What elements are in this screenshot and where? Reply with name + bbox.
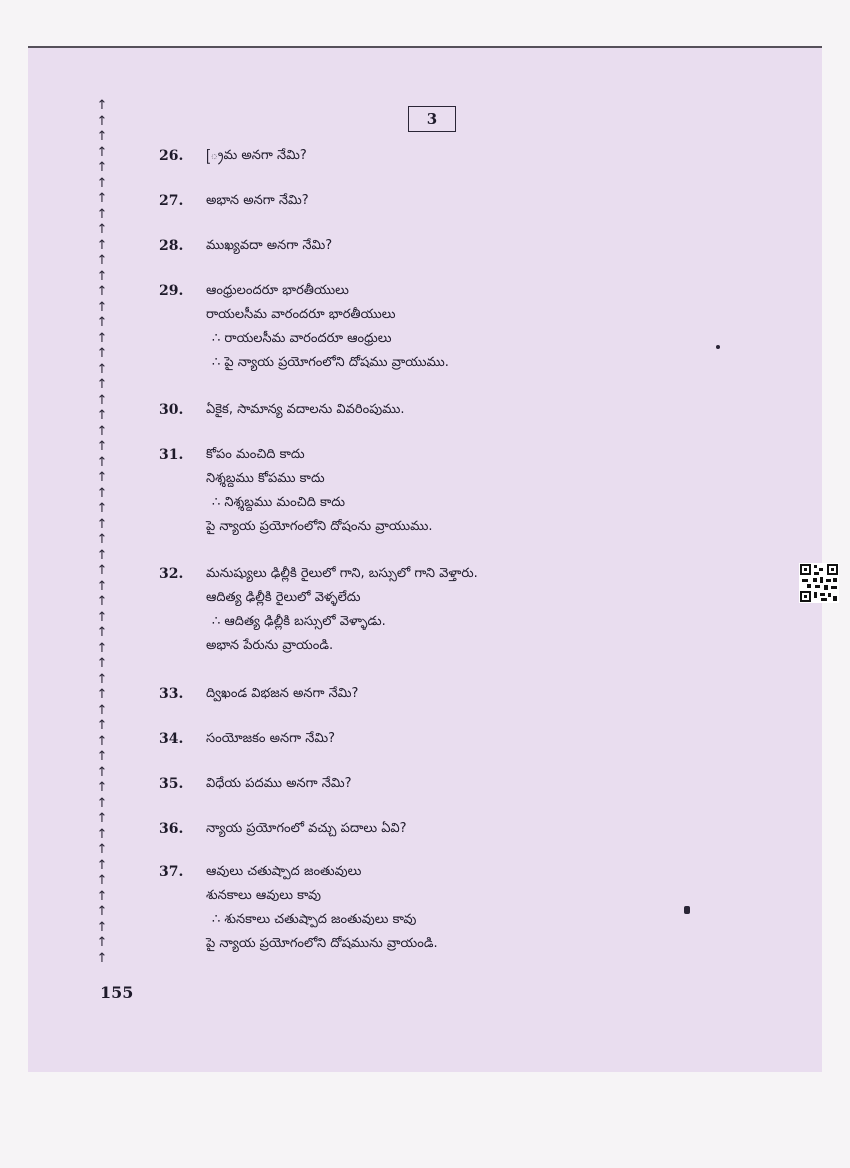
- question-line: రాయలసీమ వారందరూ భారతీయులు: [206, 307, 396, 322]
- question-line: పై న్యాయ ప్రయోగంలోని దోషమును వ్రాయండి.: [206, 936, 438, 951]
- question-number: 28.: [159, 238, 184, 254]
- question-number: 36.: [159, 821, 184, 837]
- question-number: 37.: [159, 864, 184, 880]
- question-number: 27.: [159, 193, 184, 209]
- up-arrow-icon: ↑: [96, 873, 108, 888]
- question-number: 34.: [159, 731, 184, 747]
- up-arrow-icon: ↑: [96, 144, 108, 160]
- up-arrow-icon: ↑: [96, 175, 108, 191]
- question-number: 29.: [159, 283, 184, 299]
- up-arrow-icon: ↑: [96, 640, 108, 656]
- up-arrow-icon: ↑: [96, 222, 108, 237]
- up-arrow-icon: ↑: [96, 129, 108, 144]
- up-arrow-icon: ↑: [96, 315, 108, 330]
- up-arrow-icon: ↑: [96, 330, 108, 346]
- question-line: విధేయ పదము అనగా నేమి?: [206, 776, 352, 791]
- up-arrow-icon: ↑: [96, 904, 108, 919]
- up-arrow-icon: ↑: [96, 780, 108, 795]
- up-arrow-icon: ↑: [96, 98, 108, 113]
- up-arrow-icon: ↑: [96, 842, 108, 857]
- question-line: ముఖ్యవదా అనగా నేమి?: [206, 238, 333, 253]
- question-line: మనుష్యులు ఢిల్లీకి రైలులో గాని, బస్సులో గాని వెళ్తారు.: [206, 566, 478, 581]
- up-arrow-icon: ↑: [96, 671, 108, 687]
- up-arrow-icon: ↑: [96, 764, 108, 780]
- up-arrow-icon: ↑: [96, 826, 108, 842]
- paper-sheet: [28, 46, 822, 1072]
- up-arrow-icon: ↑: [96, 563, 108, 578]
- up-arrow-icon: ↑: [96, 919, 108, 935]
- question-line: కోపం మంచిది కాదు: [206, 447, 305, 462]
- up-arrow-icon: ↑: [96, 594, 108, 609]
- up-arrow-icon: ↑: [96, 485, 108, 501]
- up-arrow-icon: ↑: [96, 733, 108, 749]
- question-line: ద్విఖండ విభజన అనగా నేమి?: [206, 686, 359, 701]
- up-arrow-icon: ↑: [96, 284, 108, 299]
- margin-arrows: [96, 98, 108, 966]
- up-arrow-icon: ↑: [96, 191, 108, 206]
- question-line: ∴ ఆదిత్య ఢిల్లీకి బస్సులో వెళ్ళాడు.: [212, 614, 386, 629]
- up-arrow-icon: ↑: [96, 516, 108, 532]
- up-arrow-icon: ↑: [96, 361, 108, 377]
- up-arrow-icon: ↑: [96, 935, 108, 950]
- question-line: అభాన పేరును వ్రాయండి.: [206, 638, 334, 653]
- question-number: 26.: [159, 148, 184, 164]
- up-arrow-icon: ↑: [96, 532, 108, 547]
- question-line: ఏకైక, సామాన్య వదాలను వివరింపుము.: [206, 402, 405, 417]
- up-arrow-icon: ↑: [96, 749, 108, 764]
- up-arrow-icon: ↑: [96, 950, 108, 966]
- up-arrow-icon: ↑: [96, 346, 108, 361]
- up-arrow-icon: ↑: [96, 888, 108, 904]
- up-arrow-icon: ↑: [96, 439, 108, 454]
- page-box-number: 3: [408, 106, 456, 132]
- qr-code: [799, 563, 839, 603]
- question-number: 30.: [159, 402, 184, 418]
- up-arrow-icon: ↑: [96, 656, 108, 671]
- question-line: అభాన అనగా నేమి?: [206, 193, 309, 208]
- up-arrow-icon: ↑: [96, 795, 108, 811]
- question-line: ఆదిత్య ఢిల్లీకి రైలులో వెళ్ళలేదు: [206, 590, 361, 605]
- up-arrow-icon: ↑: [96, 501, 108, 516]
- question-line: శునకాలు ఆవులు కావు: [206, 888, 321, 903]
- up-arrow-icon: ↑: [96, 609, 108, 625]
- up-arrow-icon: ↑: [96, 408, 108, 423]
- up-arrow-icon: ↑: [96, 160, 108, 175]
- up-arrow-icon: ↑: [96, 625, 108, 640]
- question-number: 33.: [159, 686, 184, 702]
- page-number: 155: [100, 983, 134, 1002]
- up-arrow-icon: ↑: [96, 454, 108, 470]
- question-line: ∴ పై న్యాయ ప్రయోగంలోని దోషము వ్రాయుము.: [212, 355, 449, 370]
- up-arrow-icon: ↑: [96, 237, 108, 253]
- question-line: సంయోజకం అనగా నేమి?: [206, 731, 336, 746]
- question-number: 35.: [159, 776, 184, 792]
- up-arrow-icon: ↑: [96, 857, 108, 873]
- up-arrow-icon: ↑: [96, 377, 108, 392]
- up-arrow-icon: ↑: [96, 268, 108, 284]
- up-arrow-icon: ↑: [96, 113, 108, 129]
- question-line: ∴ నిశ్శబ్దము మంచిది కాదు: [212, 495, 345, 510]
- up-arrow-icon: ↑: [96, 206, 108, 222]
- up-arrow-icon: ↑: [96, 811, 108, 826]
- up-arrow-icon: ↑: [96, 470, 108, 485]
- question-line: ∴ శునకాలు చతుష్పాద జంతువులు కావు: [212, 912, 417, 927]
- up-arrow-icon: ↑: [96, 299, 108, 315]
- question-line: పై న్యాయ ప్రయోగంలోని దోషంను వ్రాయుము.: [206, 519, 433, 534]
- question-line: [్రమ అనగా నేమి?: [206, 148, 307, 163]
- up-arrow-icon: ↑: [96, 687, 108, 702]
- up-arrow-icon: ↑: [96, 392, 108, 408]
- up-arrow-icon: ↑: [96, 547, 108, 563]
- up-arrow-icon: ↑: [96, 253, 108, 268]
- question-number: 31.: [159, 447, 184, 463]
- question-line: న్యాయ ప్రయోగంలో వచ్చు పదాలు ఏవి?: [206, 821, 407, 836]
- ink-speck: [684, 906, 690, 914]
- question-line: ఆంధ్రులందరూ భారతీయులు: [206, 283, 349, 298]
- up-arrow-icon: ↑: [96, 702, 108, 718]
- up-arrow-icon: ↑: [96, 423, 108, 439]
- ink-speck: [716, 345, 720, 349]
- question-number: 32.: [159, 566, 184, 582]
- question-line: నిశ్శబ్దము కోపము కాదు: [206, 471, 325, 486]
- question-line: ఆవులు చతుష్పాద జంతువులు: [206, 864, 362, 879]
- question-line: ∴ రాయలసీమ వారందరూ ఆంధ్రులు: [212, 331, 392, 346]
- up-arrow-icon: ↑: [96, 718, 108, 733]
- up-arrow-icon: ↑: [96, 578, 108, 594]
